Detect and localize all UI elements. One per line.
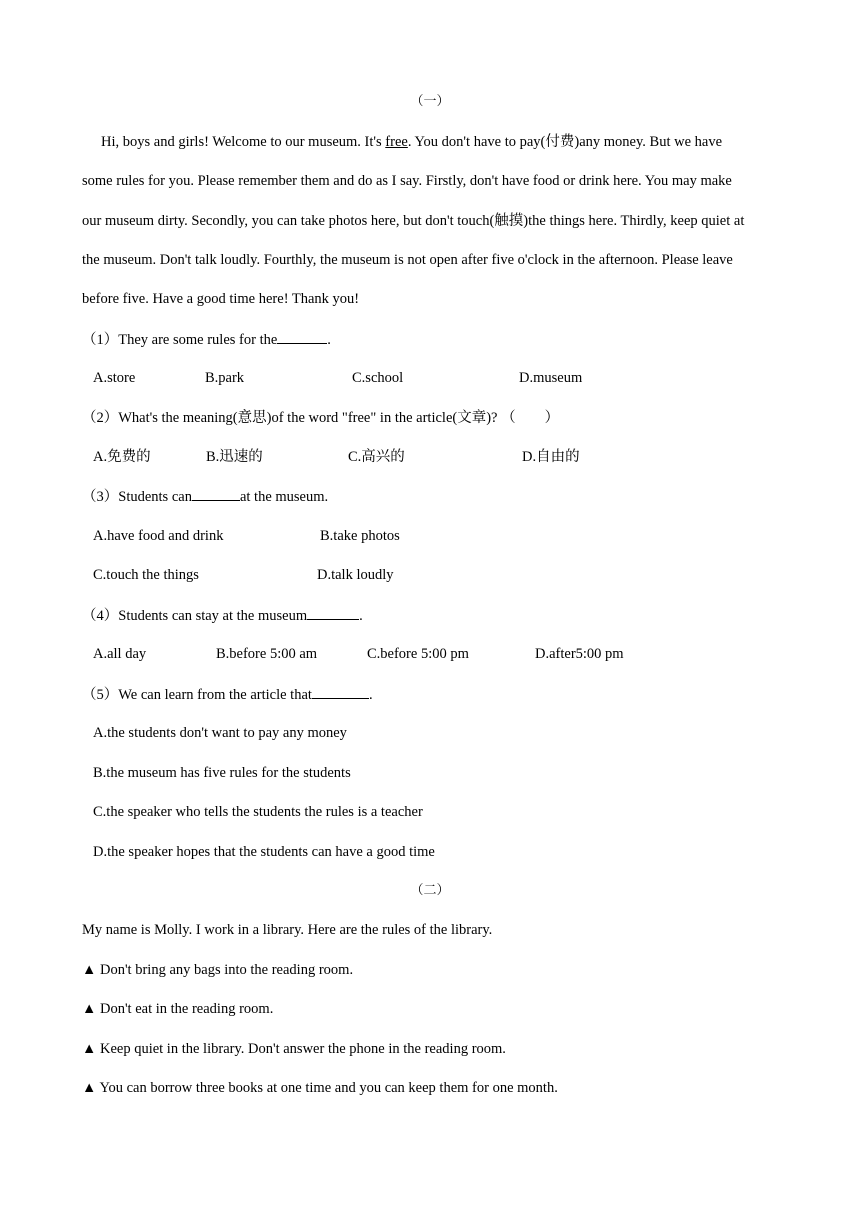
question-4-stem [82, 605, 363, 626]
library-rule-3: ▲ Keep quiet in the library. Don't answer the phone in the reading room. [82, 1041, 506, 1057]
answer-blank[interactable] [277, 329, 327, 344]
q5-option-c: C.the speaker who tells the students the rules is a teacher [93, 804, 423, 820]
q1-option-d: D.museum [519, 370, 583, 386]
q2-option-b: B.迅速的 [206, 449, 263, 465]
question-text: . [327, 332, 331, 348]
question-text: （5）We can learn from the article that [82, 687, 312, 703]
q4-option-b: B.before 5:00 am [216, 646, 318, 662]
q2-option-d: D.自由的 [522, 449, 580, 465]
q4-option-a: A.all day [93, 646, 147, 662]
q1-option-a: A.store [93, 370, 136, 386]
answer-blank[interactable] [192, 486, 240, 501]
question-text: . [359, 608, 363, 624]
q2-option-a: A.免费的 [93, 449, 151, 465]
q5-option-a: A.the students don't want to pay any money [93, 725, 347, 741]
library-rule-4: ▲ You can borrow three books at one time and you can keep them for one month. [82, 1080, 558, 1096]
section-2-intro: My name is Molly. I work in a library. Here are the rules of the library. [82, 922, 493, 938]
q5-option-b: B.the museum has five rules for the students [93, 765, 351, 781]
answer-blank[interactable] [312, 684, 369, 699]
passage-text: Hi, boys and girls! Welcome to our museum. It's [101, 134, 386, 150]
q1-option-b: B.park [205, 370, 245, 386]
q4-option-c: C.before 5:00 pm [367, 646, 469, 662]
q3-option-d: D.talk loudly [317, 567, 394, 583]
section-heading-2: （二） [410, 882, 450, 897]
question-text: . [368, 687, 373, 703]
passage-line-3: our museum dirty. Secondly, you can take photos here, but don't touch(触摸)the things here. Thirdly, keep quiet at [82, 213, 745, 229]
question-text: （4）Students can stay at the museum [82, 608, 308, 624]
library-rule-2: ▲ Don't eat in the reading room. [82, 1001, 274, 1017]
passage-line-1 [101, 132, 722, 152]
passage-line-5: before five. Have a good time here! Thank you! [82, 291, 360, 307]
answer-blank[interactable] [307, 605, 359, 620]
question-text: （3）Students can [82, 489, 192, 505]
underlined-word-free: free [385, 134, 408, 150]
q3-option-b: B.take photos [320, 528, 400, 544]
passage-line-2: some rules for you. Please remember them and do as I say. Firstly, don't have food or drink here. You may make [82, 173, 732, 189]
library-rule-1: ▲ Don't bring any bags into the reading room. [82, 962, 354, 978]
q3-option-c: C.touch the things [93, 567, 199, 583]
passage-line-4: the museum. Don't talk loudly. Fourthly, the museum is not open after five o'clock in the afternoon. Please leave [82, 252, 733, 268]
q1-option-c: C.school [352, 370, 404, 386]
question-1-stem [82, 329, 331, 350]
q3-option-a: A.have food and drink [93, 528, 224, 544]
q4-option-d: D.after5:00 pm [535, 646, 624, 662]
question-5-stem [82, 684, 373, 705]
q2-option-c: C.高兴的 [348, 449, 405, 465]
question-2-stem: （2）What's the meaning(意思)of the word "free" in the article(文章)? （ ） [82, 410, 560, 426]
question-3-stem [82, 486, 328, 507]
section-heading-1: （一） [410, 93, 450, 108]
question-text: at the museum. [239, 489, 329, 505]
q5-option-d: D.the speaker hopes that the students can have a good time [93, 844, 435, 860]
question-text: （1）They are some rules for the [82, 332, 278, 348]
passage-text: . You don't have to pay(付费)any money. But we have [407, 134, 723, 150]
